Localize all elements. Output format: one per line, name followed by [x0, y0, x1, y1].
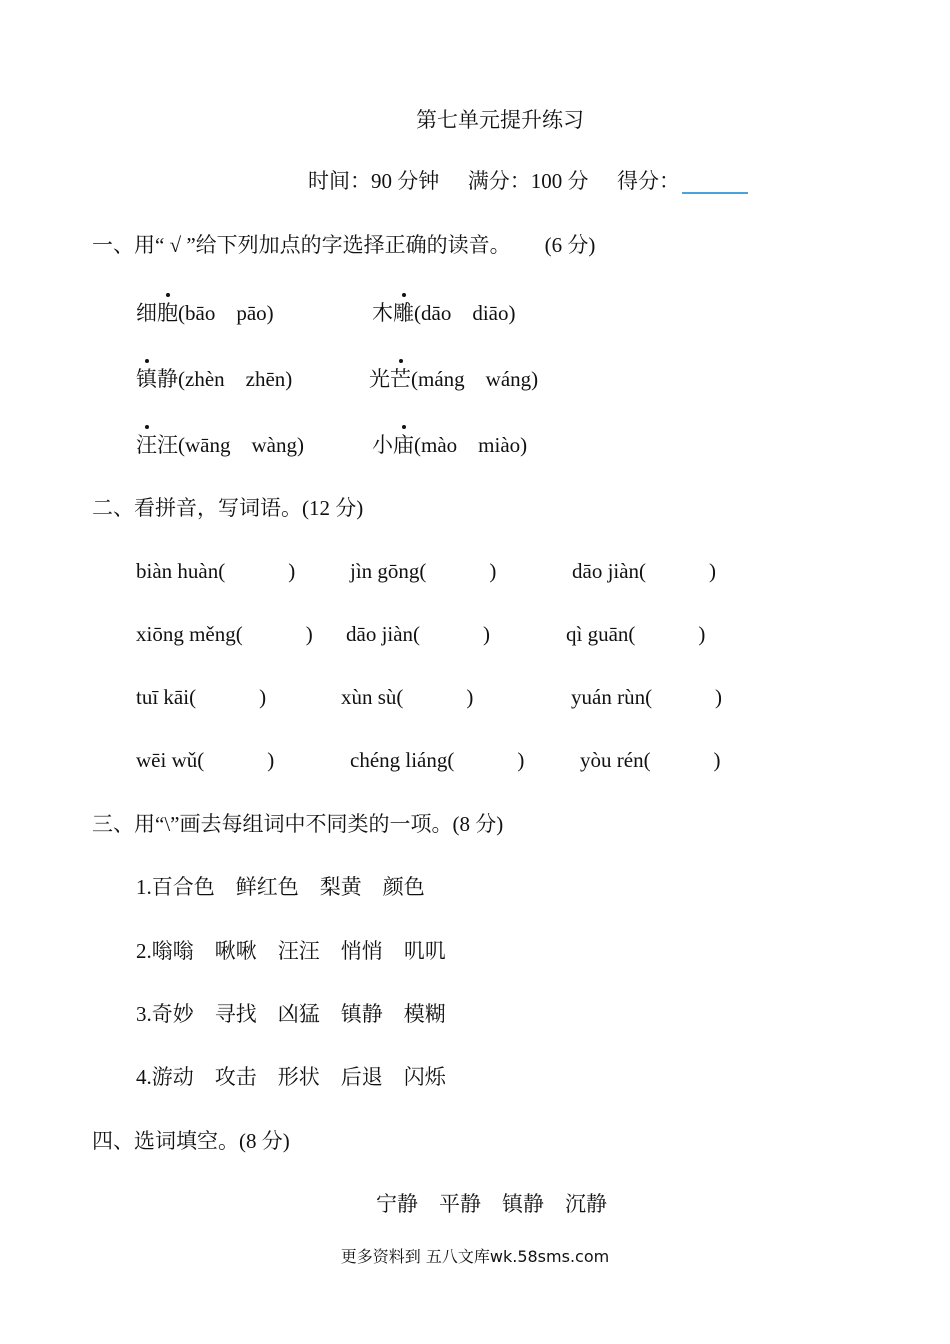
- pinyin-options: (bāo pāo): [178, 301, 274, 325]
- pinyin-blank[interactable]: yòu rén( ): [580, 748, 721, 772]
- dotted-char: 庙: [393, 433, 414, 457]
- dotted-char: 芒: [390, 367, 411, 391]
- time-label: 时间：90 分钟: [308, 169, 440, 193]
- full-score-label: 满分：100 分: [467, 169, 589, 193]
- section-1-points: (6 分): [544, 233, 596, 257]
- word-options: 宁静 平静 镇静 沉静: [376, 1192, 607, 1216]
- dotted-char: 汪: [136, 433, 157, 457]
- dotted-char: 雕: [393, 301, 414, 325]
- score-label: 得分：: [617, 169, 680, 193]
- section-4-heading: 四、选词填空。(8 分): [92, 1129, 290, 1153]
- word-group[interactable]: 2.嗡嗡 啾啾 汪汪 悄悄 叽叽: [136, 939, 446, 963]
- word-group[interactable]: 3.奇妙 寻找 凶猛 镇静 模糊: [136, 1002, 446, 1026]
- page-title: 第七单元提升练习: [416, 108, 584, 132]
- char-plain: 小: [372, 433, 393, 457]
- pinyin-choice-item[interactable]: [372, 432, 527, 458]
- pinyin-options: 静(zhèn zhēn): [157, 367, 293, 391]
- dotted-char: 镇: [136, 367, 157, 391]
- pinyin-options: (máng wáng): [411, 367, 539, 391]
- footer-watermark: 更多资料到 五八文库wk.58sms.com: [340, 1247, 610, 1266]
- pinyin-blank[interactable]: yuán rùn( ): [571, 685, 723, 709]
- pinyin-options: (mào miào): [414, 433, 528, 457]
- section-3-heading: 三、用“\”画去每组词中不同类的一项。(8 分): [92, 812, 504, 836]
- section-2-heading: 二、看拼音，写词语。(12 分): [92, 496, 364, 520]
- section-1-heading: [92, 232, 595, 258]
- char-plain: 木: [372, 301, 393, 325]
- pinyin-blank[interactable]: tuī kāi( ): [136, 685, 267, 709]
- pinyin-blank[interactable]: dāo jiàn( ): [346, 622, 491, 646]
- word-group[interactable]: 4.游动 攻击 形状 后退 闪烁: [136, 1065, 446, 1089]
- pinyin-choice-item[interactable]: [136, 300, 274, 326]
- score-blank[interactable]: [682, 174, 748, 194]
- pinyin-options: 汪(wāng wàng): [157, 433, 304, 457]
- pinyin-blank[interactable]: xiōng měng( ): [136, 622, 313, 646]
- char-plain: 光: [369, 367, 390, 391]
- pinyin-choice-item[interactable]: [372, 300, 515, 326]
- pinyin-blank[interactable]: jìn gōng( ): [350, 559, 497, 583]
- pinyin-blank[interactable]: chéng liáng( ): [350, 748, 525, 772]
- pinyin-options: (dāo diāo): [414, 301, 516, 325]
- exam-meta: [308, 168, 748, 194]
- pinyin-choice-item[interactable]: [136, 432, 304, 458]
- dotted-char: 胞: [157, 301, 178, 325]
- word-group[interactable]: 1.百合色 鲜红色 梨黄 颜色: [136, 875, 425, 899]
- pinyin-blank[interactable]: wēi wǔ( ): [136, 748, 275, 772]
- section-1-text: 一、用“ √ ”给下列加点的字选择正确的读音。: [92, 233, 511, 257]
- pinyin-blank[interactable]: dāo jiàn( ): [572, 559, 717, 583]
- pinyin-blank[interactable]: xùn sù( ): [341, 685, 474, 709]
- pinyin-choice-item[interactable]: [136, 366, 292, 392]
- pinyin-blank[interactable]: biàn huàn( ): [136, 559, 296, 583]
- pinyin-choice-item[interactable]: [369, 366, 538, 392]
- pinyin-blank[interactable]: qì guān( ): [566, 622, 706, 646]
- char-plain: 细: [136, 301, 157, 325]
